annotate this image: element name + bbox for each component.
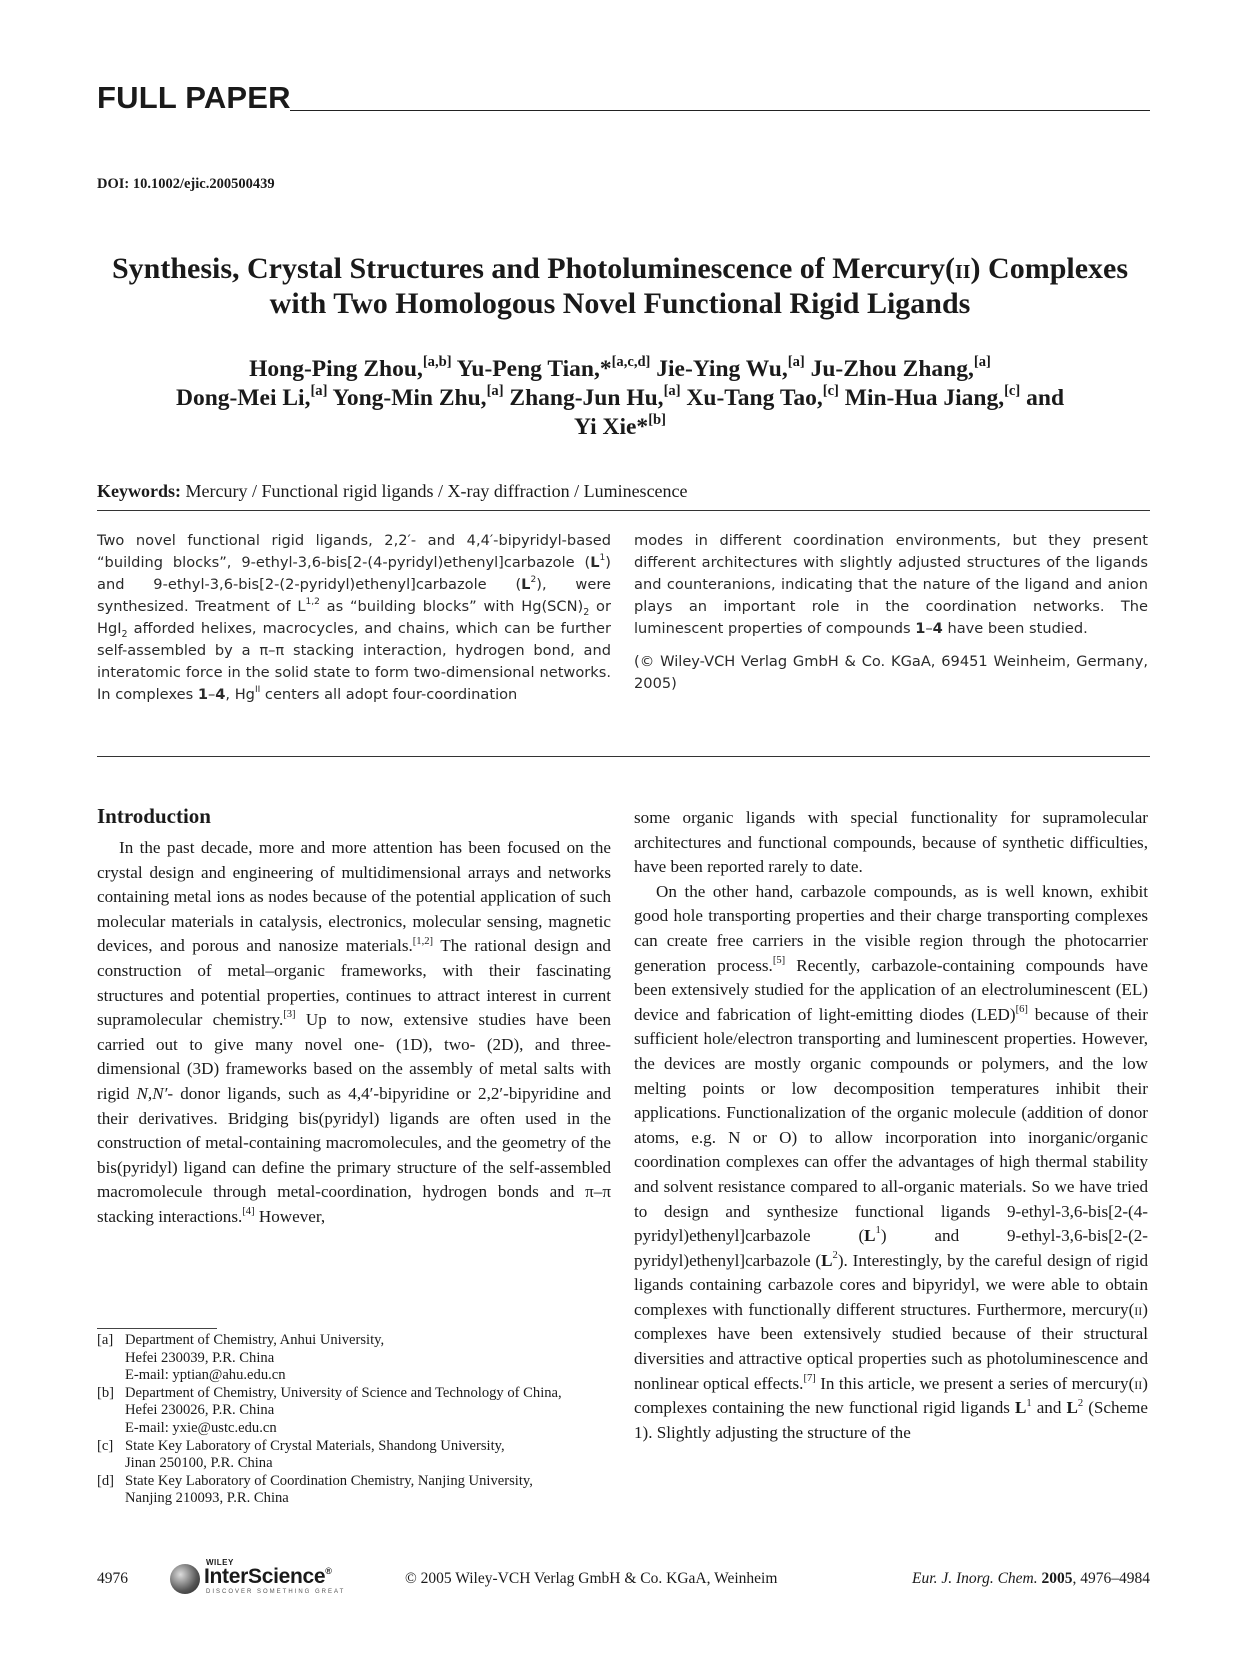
author: Min-Hua Jiang, <box>844 385 1005 411</box>
author: Xu-Tang Tao, <box>686 385 823 411</box>
paper-title <box>90 252 1150 321</box>
logo-tagline: DISCOVER SOMETHING GREAT <box>206 1589 346 1595</box>
logo-wiley-text: WILEY <box>206 1558 234 1567</box>
affiliation-footnotes <box>97 1332 611 1508</box>
keywords <box>97 481 688 502</box>
affiliation-mark: [c] <box>822 382 839 399</box>
author-list <box>90 355 1150 442</box>
title-line-1: Synthesis, Crystal Structures and Photoluminescence of Mercury(ii) Complexes <box>111 252 1129 285</box>
title-line-2: with Two Homologous Novel Functional Rigid Ligands <box>269 287 971 320</box>
abstract-right-column <box>634 530 1148 695</box>
keywords-text: Mercury / Functional rigid ligands / X-ray diffraction / Luminescence <box>185 481 688 501</box>
intro-paragraph-1: In the past decade, more and more attention has been focused on the crystal design and engineering of multidimensional arrays and networks containing metal ions as nodes because of the potential application of such molecular materials in catalysis, electronics, molecular sensing, magnetic devices, and porous and nanosize materials.[1,2] The rational design and construction of metal–organic frameworks, with their fascinating structures and potential properties, continues to attract interest in current supramolecular chemistry.[3] Up to now, extensive studies have been carried out to give many novel one- (1D), two- (2D), and three-dimensional (3D) frameworks based on the assembly of metal salts with rigid N,N′- donor ligands, such as 4,4′-bipyridine or 2,2′-bipyridine and their derivatives. Bridging bis(pyridyl) ligands are often used in the construction of metal-containing macromolecules, and the geometry of the bis(pyridyl) ligand can define the primary structure of the self-assembled macromolecule through metal-coordination, hydrogen bonds and π–π stacking interactions.[4] However, <box>97 838 611 1226</box>
footer-journal-citation: Eur. J. Inorg. Chem. 2005, 4976–4984 <box>912 1570 1150 1587</box>
footnote-d: [d] State Key Laboratory of Coordination Chemistry, Nanjing University, Nanjing 210093, P.R. China <box>97 1472 533 1507</box>
header-rule <box>290 110 1150 111</box>
abstract-left-column <box>97 530 611 706</box>
author: Jie-Ying Wu, <box>656 356 788 382</box>
abstract-top-rule <box>97 510 1150 511</box>
interscience-logo <box>170 1558 360 1598</box>
doi: DOI: 10.1002/ejic.200500439 <box>97 176 275 192</box>
author: Yu-Peng Tian,* <box>456 356 612 382</box>
authors-line-3 <box>90 413 1150 442</box>
affiliation-mark: [a] <box>310 382 328 399</box>
abstract-bottom-rule <box>97 756 1150 757</box>
affiliation-mark: [a] <box>663 382 681 399</box>
affiliation-mark: [a,c,d] <box>611 353 651 370</box>
footnote-c: [c] State Key Laboratory of Crystal Materials, Shandong University, Jinan 250100, P.R. China <box>97 1437 505 1472</box>
authors-line-2 <box>90 384 1150 413</box>
author: Yi Xie* <box>574 414 649 440</box>
author: Zhang-Jun Hu, <box>509 385 664 411</box>
logo-brand-text: InterScience® <box>204 1565 332 1588</box>
affiliation-mark: [a] <box>486 382 504 399</box>
author: Hong-Ping Zhou, <box>249 356 423 382</box>
body-right-column <box>634 806 1148 1445</box>
footnote-a: [a] Department of Chemistry, Anhui University, Hefei 230039, P.R. China E-mail: yptian@ahu.edu.cn <box>97 1332 385 1384</box>
and-word: and <box>1026 385 1065 411</box>
page-number: 4976 <box>97 1570 128 1587</box>
globe-icon <box>170 1564 200 1594</box>
affiliation-mark: [a] <box>787 353 805 370</box>
affiliation-mark: [c] <box>1004 382 1021 399</box>
affiliation-mark: [b] <box>648 411 666 428</box>
section-heading-introduction: Introduction <box>97 804 211 828</box>
author: Ju-Zhou Zhang, <box>810 356 974 382</box>
body-left-column <box>97 814 611 1230</box>
author: Yong-Min Zhu, <box>332 385 487 411</box>
footnote-b: [b] Department of Chemistry, University of Science and Technology of China, Hefei 230026, P.R. China E-mail: yxie@ustc.edu.cn <box>97 1384 562 1436</box>
intro-paragraph-2: On the other hand, carbazole compounds, as is well known, exhibit good hole transporting properties and their charge transporting complexes can create free carriers in the visible region through the photocarrier generation process.[5] Recently, carbazole-containing compounds have been extensively studied for the application of an electroluminescent (EL) device and fabrication of light-emitting diodes (LED)[6] because of their sufficient hole/electron transporting and luminescent properties. However, the devices are mostly organic compounds or polymers, and the low melting points or low decomposition temperatures inhibit their applications. Functionalization of the organic molecule (addition of donor atoms, e.g. N or O) to allow incorporation into inorganic/organic coordination complexes can offer the advantages of high thermal stability and solvent resistance compared to all-organic materials. So we have tried to design and synthesize functional ligands 9-ethyl-3,6-bis[2-(4-pyridyl)ethenyl]carbazole $(L^1)$ and 9-ethyl-3,6-bis[2-(2-pyridyl)ethenyl]carbazole $(L^2)$. Interestingly, by the careful design of rigid ligands containing carbazole cores and bipyridyl, we were able to obtain complexes with functionally different structures. Furthermore, mercury(ii) complexes have been extensively studied because of their structural diversities and attractive optical properties such as photoluminescence and nonlinear optical effects.[7] In this article, we present a series of mercury(ii) complexes containing the new functional rigid ligands $L^1$ and $L^2$ (Scheme 1). Slightly adjusting the structure of the <box>634 881 1149 1442</box>
author: Dong-Mei Li, <box>175 385 311 411</box>
authors-line-1 <box>90 355 1150 384</box>
footnote-rule <box>97 1328 217 1329</box>
abstract-paragraph: Two novel functional rigid ligands, 2,2′- and 4,4′-bipyridyl-based “building blocks”, 9-ethyl-3,6-bis[2-(4-pyridyl)ethenyl]carbazole $(L^1)$ and 9-ethyl-3,6-bis[2-(2-pyridyl)ethenyl]carbazole $(L^2)$, were synthesized. Treatment of L$^{1,2}$ as “building blocks” with $Hg(SCN)_2$ or HgI$_2$ afforded helixes, macrocycles, and chains, which can be further self-assembled by a π–π stacking interaction, hydrogen bond, and interatomic force in the solid state to form two-dimensional networks. In complexes 1–4, $Hg^{II}$ centers all adopt four-coordination <box>97 532 612 703</box>
footer-copyright: © 2005 Wiley-VCH Verlag GmbH & Co. KGaA, Weinheim <box>405 1570 778 1587</box>
abstract-copyright: (© Wiley-VCH Verlag GmbH & Co. KGaA, 69451 Weinheim, Germany, 2005) <box>634 653 1148 692</box>
affiliation-mark: [a,b] <box>422 353 452 370</box>
intro-paragraph-1-continued: some organic ligands with special functionality for supramolecular architectures and functional compounds, because of synthetic difficulties, have been reported rarely to date. <box>634 808 1148 877</box>
header-label: FULL PAPER <box>97 80 291 115</box>
abstract-paragraph-continued: modes in different coordination environments, but they present different architectures with slightly adjusted structures of the ligands and counteranions, indicating that the nature of the ligand and anion plays an important role in the coordination networks. The luminescent properties of compounds 1–4 have been studied. <box>634 532 1148 637</box>
keywords-label: Keywords: <box>97 481 181 501</box>
affiliation-mark: [a] <box>973 353 991 370</box>
